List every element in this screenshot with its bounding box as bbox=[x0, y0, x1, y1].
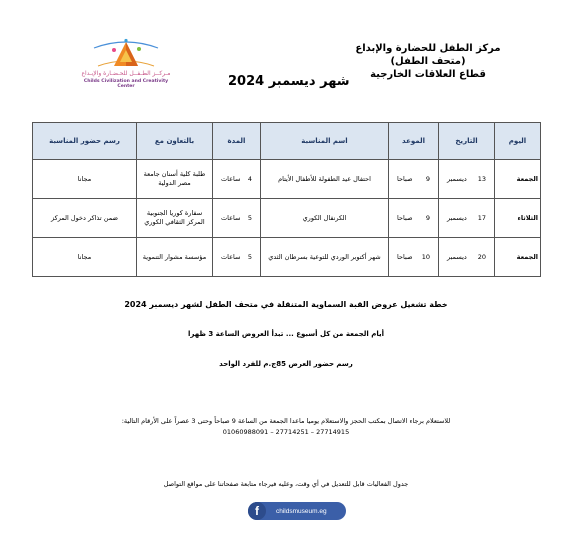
cell-event: احتفال عيد الطفولة للأطفال الأيتام bbox=[261, 160, 389, 199]
date-number: 13 bbox=[477, 174, 486, 183]
cell-event: شهر أكتوبر الوردي للتوعية بسرطان الثدي bbox=[261, 238, 389, 277]
date-month: ديسمبر bbox=[447, 174, 467, 183]
org-subname: (متحف الطفل) bbox=[390, 56, 466, 67]
duration-unit: ساعات bbox=[221, 213, 241, 222]
contact-text: للاستعلام برجاء الاتصال بمكتب الحجز والاستعلام يوميا ماعدا الجمعة من الساعة 9 صباحاً وحتى 3 عصراً على الأرقام التالية: bbox=[121, 417, 451, 425]
header-event: اسم المناسبة bbox=[261, 123, 389, 160]
table-row bbox=[33, 160, 541, 199]
time-unit: صباحا bbox=[397, 174, 413, 183]
table-row bbox=[33, 238, 541, 277]
date-month: ديسمبر bbox=[447, 252, 467, 261]
center-logo bbox=[80, 38, 172, 96]
organization-header bbox=[338, 42, 518, 81]
header-day: اليوم bbox=[495, 123, 541, 160]
org-name: مركز الطفل للحضارة والإبداع bbox=[355, 43, 501, 54]
cell-event: الكرنفال الكوري bbox=[261, 199, 389, 238]
cell-partner: سفارة كوريا الجنوبية المركز الثقافي الكوري bbox=[137, 199, 213, 238]
cell-date bbox=[439, 199, 495, 238]
cell-fee: مجانا bbox=[33, 238, 137, 277]
duration-number: 5 bbox=[247, 252, 252, 261]
duration-unit: ساعات bbox=[221, 252, 241, 261]
logo-english-text: Childs Civilization and Creativity Center bbox=[83, 79, 169, 89]
cell-date bbox=[439, 238, 495, 277]
contact-numbers: 01060988091 – 27714251 – 27714915 bbox=[222, 428, 350, 436]
org-department: قطاع العلاقات الخارجية bbox=[370, 69, 486, 80]
events-table bbox=[32, 122, 541, 277]
cell-time bbox=[389, 238, 439, 277]
table-row bbox=[33, 199, 541, 238]
duration-unit: ساعات bbox=[221, 174, 241, 183]
time-number: 9 bbox=[425, 174, 430, 183]
cell-date bbox=[439, 160, 495, 199]
website-label: childsmuseum.eg bbox=[276, 507, 327, 515]
header-time: الموعد bbox=[389, 123, 439, 160]
date-month: ديسمبر bbox=[447, 213, 467, 222]
cell-duration bbox=[213, 238, 261, 277]
planetarium-fee: رسم حضور العرض 85ج.م للفرد الواحد bbox=[219, 360, 353, 368]
table-header-row bbox=[33, 123, 541, 160]
cell-day: الجمعة bbox=[495, 160, 541, 199]
cell-duration bbox=[213, 199, 261, 238]
cell-day: الثلاثاء bbox=[495, 199, 541, 238]
header-fee: رسم حضور المناسبة bbox=[33, 123, 137, 160]
cell-day: الجمعة bbox=[495, 238, 541, 277]
header-duration: المدة bbox=[213, 123, 261, 160]
header-partner: بالتعاون مع bbox=[137, 123, 213, 160]
duration-number: 4 bbox=[247, 174, 252, 183]
time-unit: صباحا bbox=[397, 252, 413, 261]
time-unit: صباحا bbox=[397, 213, 413, 222]
contact-info bbox=[32, 416, 540, 438]
month-title: شهر ديسمبر 2024 bbox=[228, 74, 350, 89]
pyramid-logo-icon bbox=[80, 38, 172, 70]
cell-time bbox=[389, 199, 439, 238]
cell-partner: طلبة كلية أسنان جامعة مصر الدولية bbox=[137, 160, 213, 199]
cell-time bbox=[389, 160, 439, 199]
time-number: 9 bbox=[425, 213, 430, 222]
date-number: 20 bbox=[477, 252, 486, 261]
planetarium-schedule: أيام الجمعة من كل أسبوع ... تبدأ العروض الساعة 3 ظهرا bbox=[187, 330, 385, 338]
facebook-link[interactable] bbox=[248, 502, 346, 520]
disclaimer-text: جدول الفعاليات قابل للتعديل في أي وقت، وعليه فيرجاء متابعة صفحاتنا على مواقع التواصل bbox=[163, 480, 409, 488]
facebook-icon: f bbox=[248, 502, 266, 520]
logo-arabic-text: مـركــز الطـفــل للحـضـارة والإبـداع bbox=[81, 70, 171, 77]
cell-fee: مجانا bbox=[33, 160, 137, 199]
duration-number: 5 bbox=[247, 213, 252, 222]
cell-fee: ضمن تذاكر دخول المركز bbox=[33, 199, 137, 238]
date-number: 17 bbox=[477, 213, 486, 222]
header-date: التاريخ bbox=[439, 123, 495, 160]
time-number: 10 bbox=[421, 252, 430, 261]
cell-partner: مؤسسة مشوار التنموية bbox=[137, 238, 213, 277]
cell-duration bbox=[213, 160, 261, 199]
planetarium-title: خطة تشغيل عروض القبة السماوية المتنقلة في متحف الطفل لشهر ديسمبر 2024 bbox=[124, 300, 448, 309]
